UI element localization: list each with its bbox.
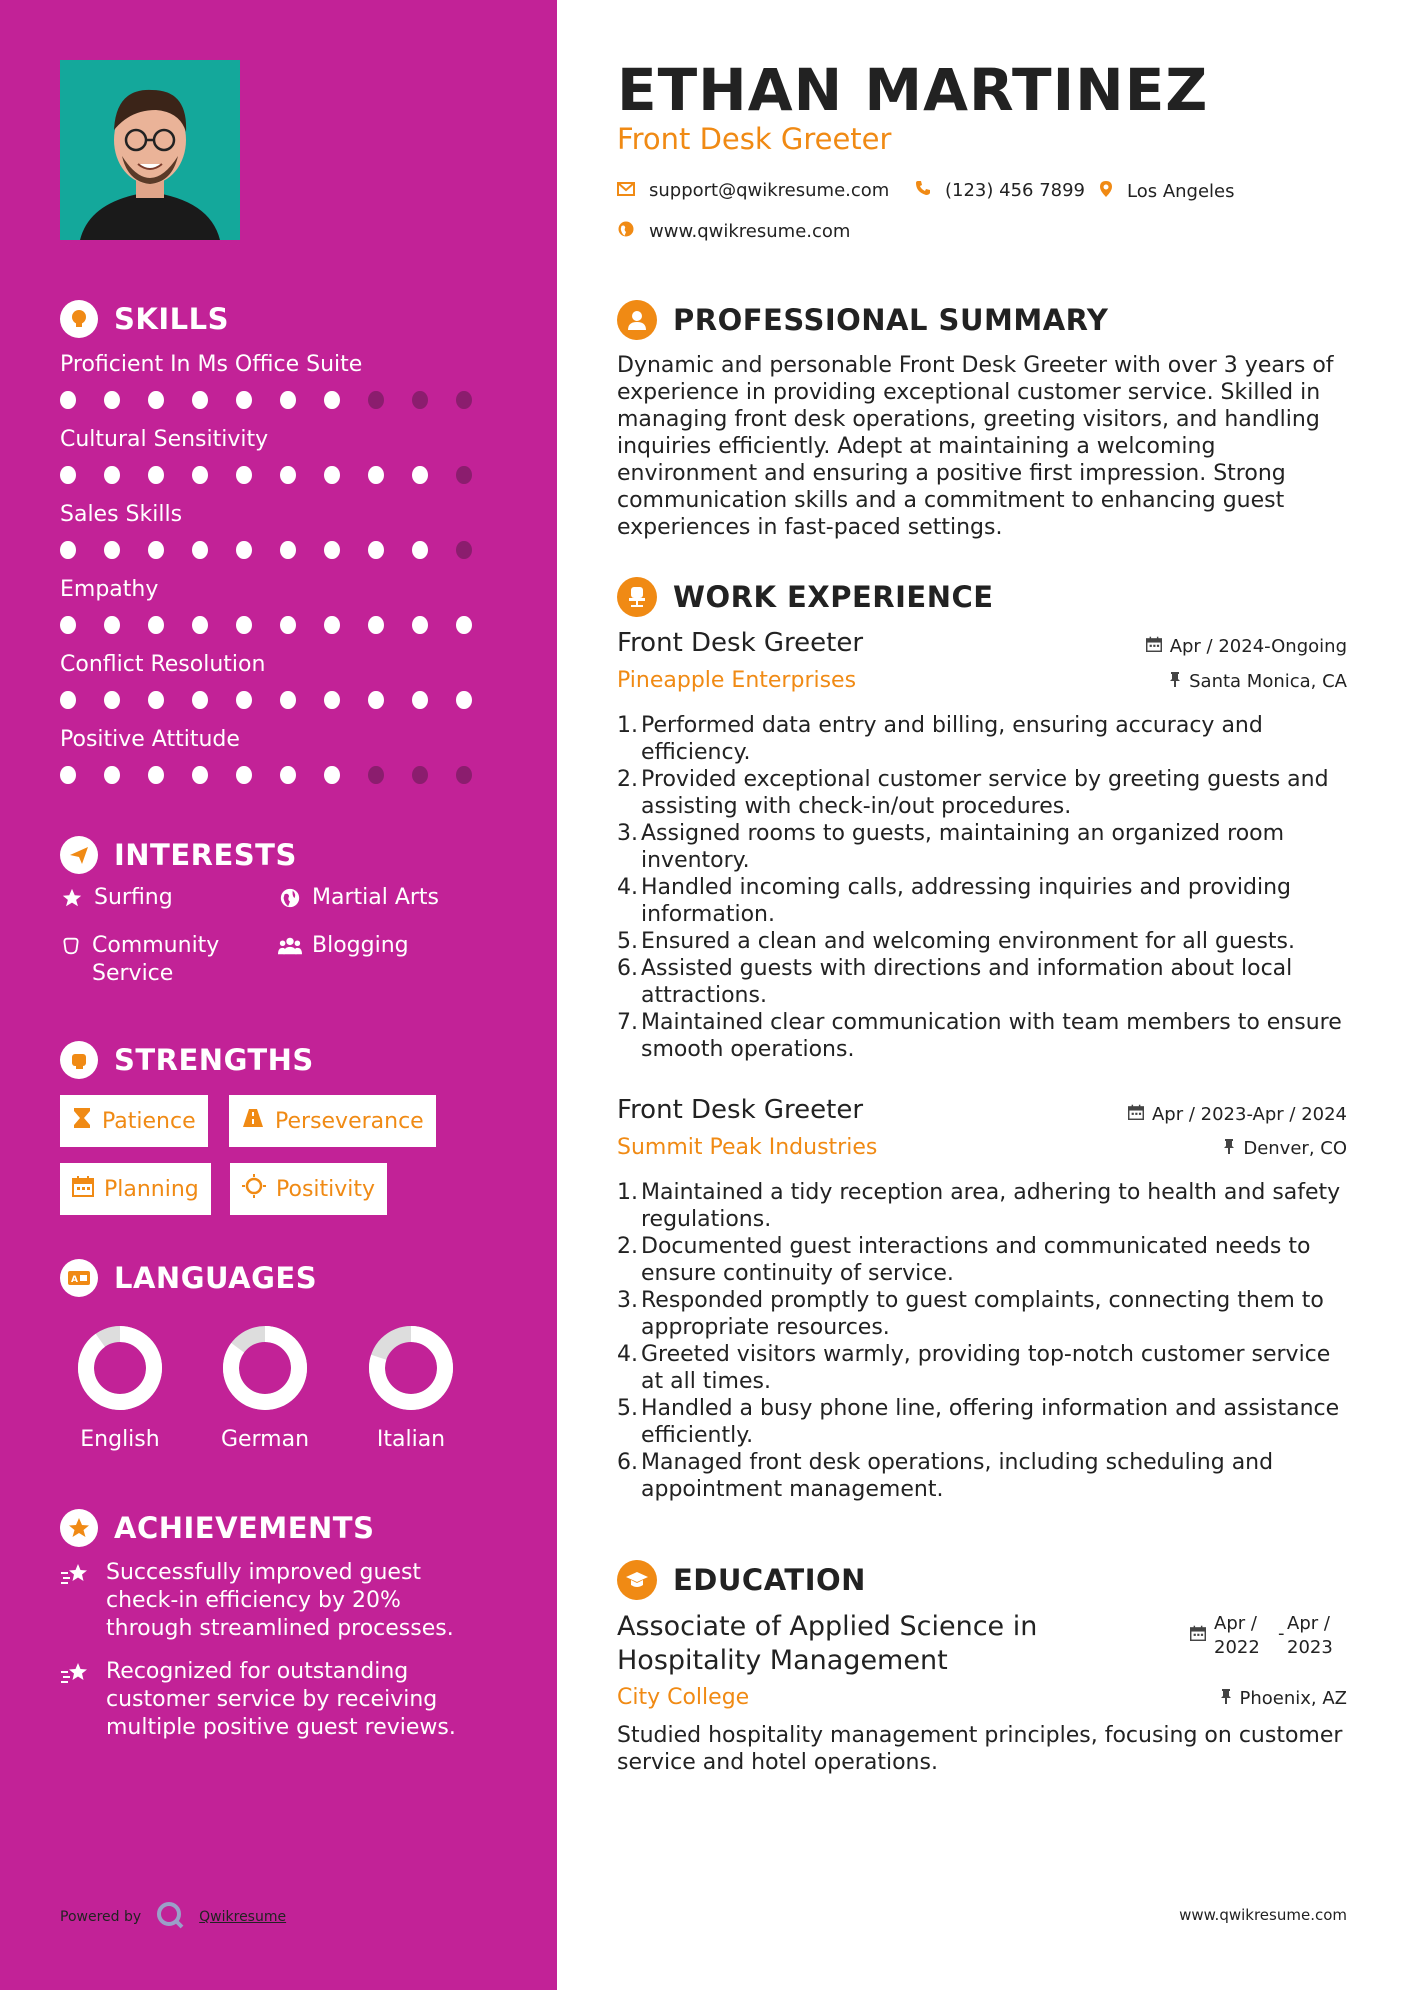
rating-dot-filled: [192, 766, 208, 784]
rating-dot-filled: [104, 616, 120, 634]
map-pin-icon: [1099, 180, 1113, 203]
rating-dot-filled: [148, 766, 164, 784]
interest-item: Community Service: [60, 932, 240, 988]
rating-dot-empty: [456, 466, 472, 484]
mail-icon: [617, 180, 635, 201]
rating-dot-filled: [148, 466, 164, 484]
rating-dot-filled: [104, 541, 120, 559]
bullet-number: 5.: [617, 1396, 638, 1421]
language-item: [195, 1325, 335, 1452]
skill-rating: [60, 691, 500, 709]
achievements-header: ACHIEVEMENTS: [60, 1509, 374, 1547]
pin-icon: [1220, 1688, 1232, 1709]
rating-dot-filled: [148, 616, 164, 634]
rating-dot-filled: [368, 466, 384, 484]
rating-dot-filled: [324, 541, 340, 559]
achievement-item: Recognized for outstanding customer service by receiving multiple positive guest reviews.: [60, 1658, 490, 1742]
skill-item: [60, 577, 500, 634]
job-date: Apr / 2024-Ongoing: [1146, 636, 1347, 657]
globe-icon: [617, 220, 635, 243]
candidate-role: Front Desk Greeter: [617, 122, 892, 156]
rating-dot-filled: [456, 616, 472, 634]
summary-header: PROFESSIONAL SUMMARY: [617, 300, 1108, 340]
job-bullet: [617, 1395, 1347, 1449]
education-location: Phoenix, AZ: [1220, 1688, 1348, 1709]
rating-dot-filled: [60, 691, 76, 709]
language-ring-fill: [86, 1334, 154, 1402]
rating-dot-empty: [456, 391, 472, 409]
contact-website: www.qwikresume.com: [617, 220, 850, 243]
language-name: German: [220, 1427, 310, 1452]
job-title: Front Desk Greeter: [617, 1095, 864, 1125]
rating-dot-filled: [412, 691, 428, 709]
graduation-cap-icon: [617, 1560, 657, 1600]
rating-dot-filled: [60, 466, 76, 484]
experience-header: WORK EXPERIENCE: [617, 577, 994, 617]
skill-name: Proficient In Ms Office Suite: [60, 352, 363, 377]
job-bullets: [617, 712, 1347, 1063]
bullet-number: 7.: [617, 1010, 638, 1035]
phone-icon: [915, 180, 931, 201]
bullet-number: 3.: [617, 1288, 638, 1313]
skill-name: Cultural Sensitivity: [60, 427, 269, 452]
rating-dot-filled: [148, 541, 164, 559]
language-level-ring: [222, 1325, 308, 1411]
bullet-text: Handled incoming calls, addressing inquiries and providing information.: [641, 875, 1291, 927]
rating-dot-empty: [456, 766, 472, 784]
rating-dot-empty: [456, 541, 472, 559]
skill-rating: [60, 616, 500, 634]
rating-dot-filled: [324, 466, 340, 484]
strengths-header: STRENGTHS: [60, 1041, 314, 1079]
rating-dot-filled: [60, 541, 76, 559]
rating-dot-empty: [412, 391, 428, 409]
job-bullet: [617, 1341, 1347, 1395]
rating-dot-filled: [60, 766, 76, 784]
job-company: Pineapple Enterprises: [617, 668, 857, 693]
rating-dot-filled: [104, 691, 120, 709]
sidebar: [0, 0, 557, 1990]
contact-location: Los Angeles: [1099, 180, 1235, 203]
rating-dot-filled: [60, 391, 76, 409]
bullet-text: Assisted guests with directions and information about local attractions.: [641, 956, 1293, 1008]
rating-dot-filled: [104, 766, 120, 784]
job-bullets: [617, 1179, 1347, 1503]
language-name: Italian: [376, 1427, 446, 1452]
job-title: Front Desk Greeter: [617, 628, 864, 658]
language-item: [50, 1325, 190, 1452]
rating-dot-filled: [236, 466, 252, 484]
bullet-text: Provided exceptional customer service by greeting guests and assisting with check-in/out procedures.: [641, 767, 1329, 819]
rating-dot-filled: [280, 466, 296, 484]
bullet-number: 4.: [617, 1342, 638, 1367]
language-level-ring: [368, 1325, 454, 1411]
rating-dot-filled: [192, 466, 208, 484]
rating-dot-filled: [148, 691, 164, 709]
strength-badge: Planning: [60, 1163, 211, 1215]
bullet-text: Greeted visitors warmly, providing top-notch customer service at all times.: [641, 1342, 1331, 1394]
interest-item: Surfing: [60, 884, 173, 912]
job-bullet: [617, 1449, 1347, 1503]
bullet-text: Performed data entry and billing, ensuring accuracy and efficiency.: [641, 713, 1263, 765]
bullet-text: Ensured a clean and welcoming environment for all guests.: [641, 929, 1295, 954]
language-icon: [60, 1259, 98, 1297]
rating-dot-filled: [148, 391, 164, 409]
rating-dot-filled: [192, 541, 208, 559]
skill-name: Conflict Resolution: [60, 652, 266, 677]
star-icon: [60, 884, 84, 912]
skill-item: [60, 652, 500, 709]
candidate-name: ETHAN MARTINEZ: [617, 56, 1209, 124]
education-start-date: Apr / 2022: [1190, 1612, 1262, 1660]
bullet-text: Maintained clear communication with team members to ensure smooth operations.: [641, 1010, 1342, 1062]
job-bullet: [617, 1287, 1347, 1341]
education-date-separator: -: [1278, 1623, 1285, 1644]
rating-dot-filled: [280, 691, 296, 709]
bullet-text: Documented guest interactions and communicated needs to ensure continuity of service.: [641, 1234, 1311, 1286]
job-bullet: [617, 766, 1347, 820]
rating-dot-empty: [368, 766, 384, 784]
education-degree: Associate of Applied Science in Hospitality Management: [617, 1611, 1038, 1676]
skill-item: [60, 502, 500, 559]
fist-icon: [60, 1041, 98, 1079]
chair-icon: [617, 577, 657, 617]
rating-dot-filled: [412, 541, 428, 559]
bullet-text: Maintained a tidy reception area, adhering to health and safety regulations.: [641, 1180, 1341, 1232]
rating-dot-filled: [324, 691, 340, 709]
rating-dot-filled: [280, 541, 296, 559]
rating-dot-filled: [192, 616, 208, 634]
rating-dot-filled: [368, 616, 384, 634]
pin-icon: [1169, 671, 1181, 692]
hand-icon: [60, 932, 82, 960]
bullet-number: 2.: [617, 1234, 638, 1259]
calendar-icon: [1128, 1104, 1144, 1125]
rating-dot-empty: [368, 391, 384, 409]
languages-header: A LANGUAGES: [60, 1259, 317, 1297]
job-location: Santa Monica, CA: [1169, 671, 1347, 692]
bullet-text: Responded promptly to guest complaints, connecting them to appropriate resources.: [641, 1288, 1324, 1340]
interest-item: Blogging: [278, 932, 409, 960]
strength-badge: Perseverance: [229, 1095, 436, 1147]
rating-dot-filled: [60, 616, 76, 634]
language-name: English: [80, 1427, 160, 1452]
calendar-icon: [1190, 1624, 1206, 1648]
globe-icon: [278, 884, 302, 912]
users-icon: [278, 932, 302, 960]
bullet-number: 1.: [617, 713, 638, 738]
skill-rating: [60, 541, 500, 559]
hourglass-icon: [72, 1107, 92, 1135]
rating-dot-filled: [324, 766, 340, 784]
strength-badge: Positivity: [230, 1163, 387, 1215]
job-bullet: [617, 712, 1347, 766]
interest-item: Martial Arts: [278, 884, 439, 912]
job-date: Apr / 2023-Apr / 2024: [1128, 1104, 1347, 1125]
bullet-text: Assigned rooms to guests, maintaining an organized room inventory.: [641, 821, 1285, 873]
language-level-ring: [77, 1325, 163, 1411]
sun-icon: [242, 1174, 266, 1204]
rating-dot-filled: [324, 616, 340, 634]
bullet-number: 4.: [617, 875, 638, 900]
bullet-number: 6.: [617, 956, 638, 981]
rating-dot-filled: [236, 691, 252, 709]
user-icon: [617, 300, 657, 340]
bullet-number: 3.: [617, 821, 638, 846]
calendar-icon: [1146, 636, 1162, 657]
job-company: Summit Peak Industries: [617, 1135, 878, 1160]
rating-dot-filled: [236, 616, 252, 634]
rating-dot-filled: [280, 616, 296, 634]
rating-dot-filled: [104, 391, 120, 409]
profile-photo: [60, 60, 240, 240]
job-bullet: [617, 1233, 1347, 1287]
rating-dot-filled: [236, 541, 252, 559]
education-school: City College: [617, 1685, 750, 1710]
road-icon: [241, 1107, 265, 1135]
job-bullet: [617, 874, 1347, 928]
shooting-star-icon: [60, 1658, 92, 1742]
skill-name: Empathy: [60, 577, 159, 602]
job-bullet: [617, 928, 1347, 955]
rating-dot-filled: [192, 391, 208, 409]
svg-text:A: A: [71, 1275, 78, 1285]
calendar-icon: [72, 1175, 94, 1203]
skill-rating: [60, 466, 500, 484]
skill-rating: [60, 766, 500, 784]
job-bullet: [617, 1179, 1347, 1233]
job-bullet: [617, 1009, 1347, 1063]
rating-dot-filled: [412, 466, 428, 484]
rating-dot-empty: [412, 766, 428, 784]
job-location: Denver, CO: [1223, 1138, 1347, 1159]
summary-text: Dynamic and personable Front Desk Greeter with over 3 years of experience in providing exceptional customer service. Skilled in managing front desk operations, greeting visitors, and handling inquiries efficiently. Adept at maintaining a welcoming environment and ensuring a positive first impression. Strong communication skills and a commitment to enhancing guest experiences in fast-paced settings.: [617, 353, 1334, 540]
rating-dot-filled: [104, 466, 120, 484]
achievement-item: Successfully improved guest check-in efficiency by 20% through streamlined processes.: [60, 1559, 490, 1643]
interests-header: INTERESTS: [60, 836, 297, 874]
rating-dot-filled: [368, 691, 384, 709]
rating-dot-filled: [280, 391, 296, 409]
skill-name: Positive Attitude: [60, 727, 240, 752]
education-end-date: Apr / 2023: [1287, 1613, 1333, 1658]
education-header: EDUCATION: [617, 1560, 866, 1600]
skills-header: SKILLS: [60, 300, 229, 338]
lightbulb-icon: [60, 300, 98, 338]
job-bullet: [617, 955, 1347, 1009]
shooting-star-icon: [60, 1559, 92, 1643]
rating-dot-filled: [412, 616, 428, 634]
contact-email: support@qwikresume.com: [617, 180, 889, 201]
rating-dot-filled: [456, 691, 472, 709]
bullet-number: 2.: [617, 767, 638, 792]
bullet-text: Managed front desk operations, including scheduling and appointment management.: [641, 1450, 1274, 1502]
contact-phone: (123) 456 7899: [915, 180, 1085, 201]
qwikresume-link[interactable]: Qwikresume: [199, 1909, 287, 1925]
skill-item: [60, 352, 500, 409]
bullet-number: 6.: [617, 1450, 638, 1475]
pin-icon: [1223, 1138, 1235, 1159]
rating-dot-filled: [192, 691, 208, 709]
rating-dot-filled: [324, 391, 340, 409]
education-description: Studied hospitality management principles, focusing on customer service and hotel operations.: [617, 1723, 1343, 1775]
paper-plane-icon: [60, 836, 98, 874]
skill-item: [60, 727, 500, 784]
skill-rating: [60, 391, 500, 409]
rating-dot-filled: [236, 766, 252, 784]
skill-name: Sales Skills: [60, 502, 183, 527]
powered-by: Powered by Qwikresume: [60, 1900, 286, 1934]
rating-dot-filled: [368, 541, 384, 559]
rating-dot-filled: [236, 391, 252, 409]
strength-badge: Patience: [60, 1095, 208, 1147]
bullet-number: 1.: [617, 1180, 638, 1205]
star-badge-icon: [60, 1509, 98, 1547]
rating-dot-filled: [280, 766, 296, 784]
footer-url[interactable]: www.qwikresume.com: [1179, 1906, 1347, 1924]
skill-item: [60, 427, 500, 484]
bullet-number: 5.: [617, 929, 638, 954]
language-item: [341, 1325, 481, 1452]
bullet-text: Handled a busy phone line, offering information and assistance efficiently.: [641, 1396, 1340, 1448]
job-bullet: [617, 820, 1347, 874]
qwikresume-logo-icon: [155, 1900, 185, 1934]
